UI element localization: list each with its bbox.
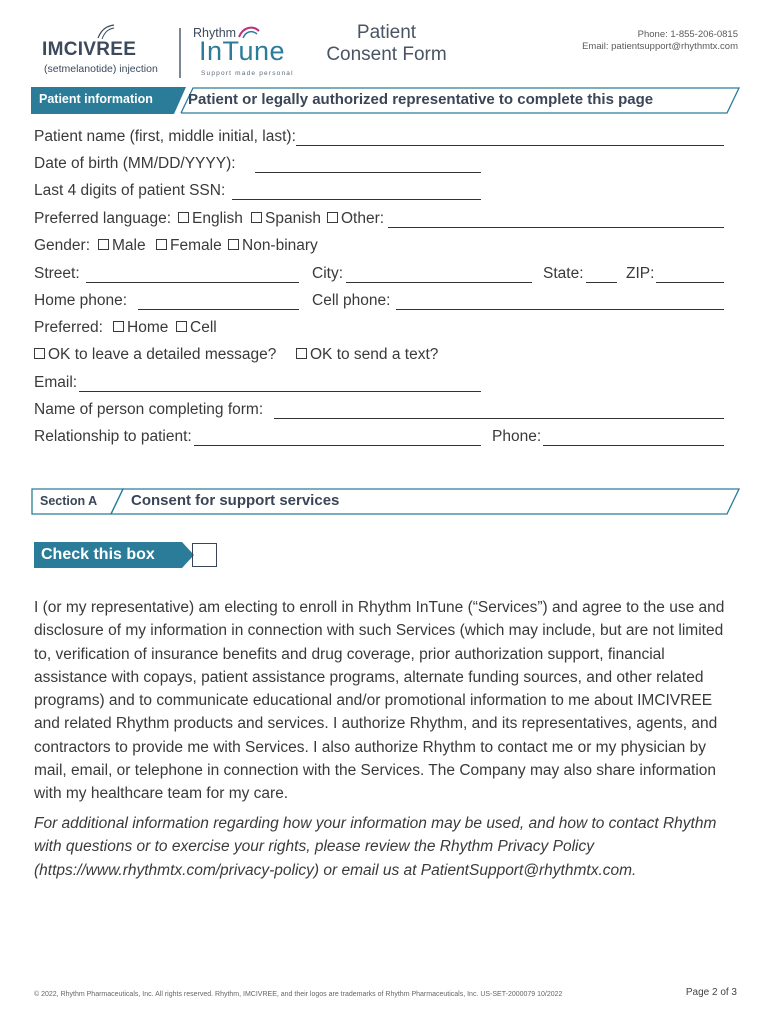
language-spanish-option[interactable] [251,210,321,228]
preferred-home-checkbox[interactable] [113,321,124,332]
field-phones [34,292,729,314]
female-text: Female [170,237,222,254]
language-label: Preferred language: [34,210,172,227]
street-label: Street: [34,265,80,282]
section-a-title: Consent for support services [131,492,340,509]
section-a-banner [31,488,741,515]
ok-text-checkbox[interactable] [296,348,307,359]
section-a-tab: Section A [40,494,98,508]
male-text: Male [112,237,146,254]
check-this-box-text: Check this box [34,542,182,568]
field-person-completing [34,401,729,423]
ok-text-text: OK to send a text? [310,346,439,363]
preferred-cell-text: Cell [190,319,217,336]
preferred-home-text: Home [127,319,169,336]
gender-label: Gender: [34,237,91,254]
relationship-input[interactable] [194,428,481,446]
preferred-label: Preferred: [34,319,103,336]
language-other-input[interactable] [388,210,724,228]
ssn-label: Last 4 digits of patient SSN: [34,182,226,199]
person-completing-label: Name of person completing form: [34,401,264,418]
home-phone-input[interactable] [138,292,299,310]
email-input[interactable] [79,374,481,392]
phone-input[interactable] [543,428,724,446]
patient-name-label: Patient name (first, middle initial, last): [34,128,296,145]
other-checkbox[interactable] [327,212,338,223]
imcivree-logo-mark-icon [96,24,116,40]
consent-checkbox[interactable] [192,543,217,567]
form-title-line2: Consent Form [326,44,447,65]
gender-nonbinary-option[interactable] [228,237,318,255]
ssn-input[interactable] [232,182,481,200]
city-input[interactable] [346,265,532,283]
intune-logo [193,24,303,80]
imcivree-logo [42,24,162,76]
field-address [34,265,729,287]
patient-info-banner [31,87,741,114]
gender-female-option[interactable] [156,237,222,255]
intune-logo-name: InTune [199,36,286,66]
language-other-option[interactable] [327,210,384,228]
phone-label: Phone: [492,428,542,445]
ok-message-option[interactable] [34,346,276,364]
field-relationship [34,428,729,450]
person-completing-input[interactable] [274,401,724,419]
field-patient-name [34,128,729,150]
brand-name: IMCIVREE [42,39,137,60]
cell-phone-label: Cell phone: [312,292,391,309]
brand-subtitle: (setmelanotide) injection [44,63,158,75]
intune-logo-tagline: Support made personal [201,70,294,77]
language-english-option[interactable] [178,210,243,228]
field-gender [34,237,729,259]
female-checkbox[interactable] [156,239,167,250]
ok-message-checkbox[interactable] [34,348,45,359]
nonbinary-text: Non-binary [242,237,318,254]
patient-name-input[interactable] [296,128,724,146]
other-text: Other: [341,210,385,227]
state-label: State: [543,265,584,282]
additional-info-paragraph: For additional information regarding how your information may be used, and how to contact Rhythm with questions or to exercise your rights, please review the Rhythm Privacy Policy (https://www.rhythmtx.com/privacy-policy) or email us at PatientSupport@rhythmtx.com. [34,815,717,879]
nonbinary-checkbox[interactable] [228,239,239,250]
city-label: City: [312,265,343,282]
home-phone-label: Home phone: [34,292,128,309]
field-ssn [34,182,729,204]
field-email [34,374,729,396]
spanish-text: Spanish [265,210,322,227]
contact-phone: Phone: 1-855-206-0815 [637,29,738,40]
header-divider [179,28,181,78]
footer-copyright: © 2022, Rhythm Pharmaceuticals, Inc. All rights reserved. Rhythm, IMCIVREE, and their logos are trademarks of Rhythm Pharmaceuticals, Inc. US-SET-2000079 10/2022 [34,991,563,998]
state-input[interactable] [586,265,617,283]
dob-label: Date of birth (MM/DD/YYYY): [34,155,236,172]
contact-info [582,29,738,53]
page-number: Page 2 of 3 [685,987,737,998]
patient-info-tab: Patient information [39,92,153,106]
patient-info-title: Patient or legally authorized representative to complete this page [188,91,654,108]
zip-label: ZIP: [626,265,655,282]
field-language [34,210,729,232]
field-dob [34,155,729,177]
preferred-home-option[interactable] [113,319,168,337]
contact-email: Email: patientsupport@rhythmtx.com [582,41,738,52]
zip-input[interactable] [656,265,724,283]
gender-male-option[interactable] [98,237,146,255]
ok-message-text: OK to leave a detailed message? [48,346,277,363]
form-title-line1: Patient [356,22,417,43]
relationship-label: Relationship to patient: [34,428,192,445]
form-title [319,22,454,66]
street-input[interactable] [86,265,299,283]
male-checkbox[interactable] [98,239,109,250]
preferred-cell-checkbox[interactable] [176,321,187,332]
english-checkbox[interactable] [178,212,189,223]
field-ok-options [34,346,729,368]
ok-text-option[interactable] [296,346,438,364]
preferred-cell-option[interactable] [176,319,217,337]
cell-phone-input[interactable] [396,292,724,310]
page-header [0,18,770,80]
english-text: English [192,210,243,227]
email-label: Email: [34,374,78,391]
dob-input[interactable] [255,155,481,173]
intune-logo-small: Rhythm [193,26,237,40]
consent-paragraph: I (or my representative) am electing to enroll in Rhythm InTune (“Services”) and agree to the use and disclosure of my information in connection with such Services (which may include, but are not limited to, verification of insurance benefits and drug coverage, prior authorization support, financial assistance with copays, patient assistance programs, alternate funding sources, and other related programs) and to communicate educational and/or promotional information to me about IMCIVREE and related Rhythm products and services. I authorize Rhythm, and its representatives, agents, and contractors to provide me with Services. I also authorize Rhythm to contact me or my physician by mail, email, or telephone in connection with the Services. The Company may also share information with my healthcare team for my care. [34,599,725,803]
spanish-checkbox[interactable] [251,212,262,223]
field-preferred [34,319,729,341]
